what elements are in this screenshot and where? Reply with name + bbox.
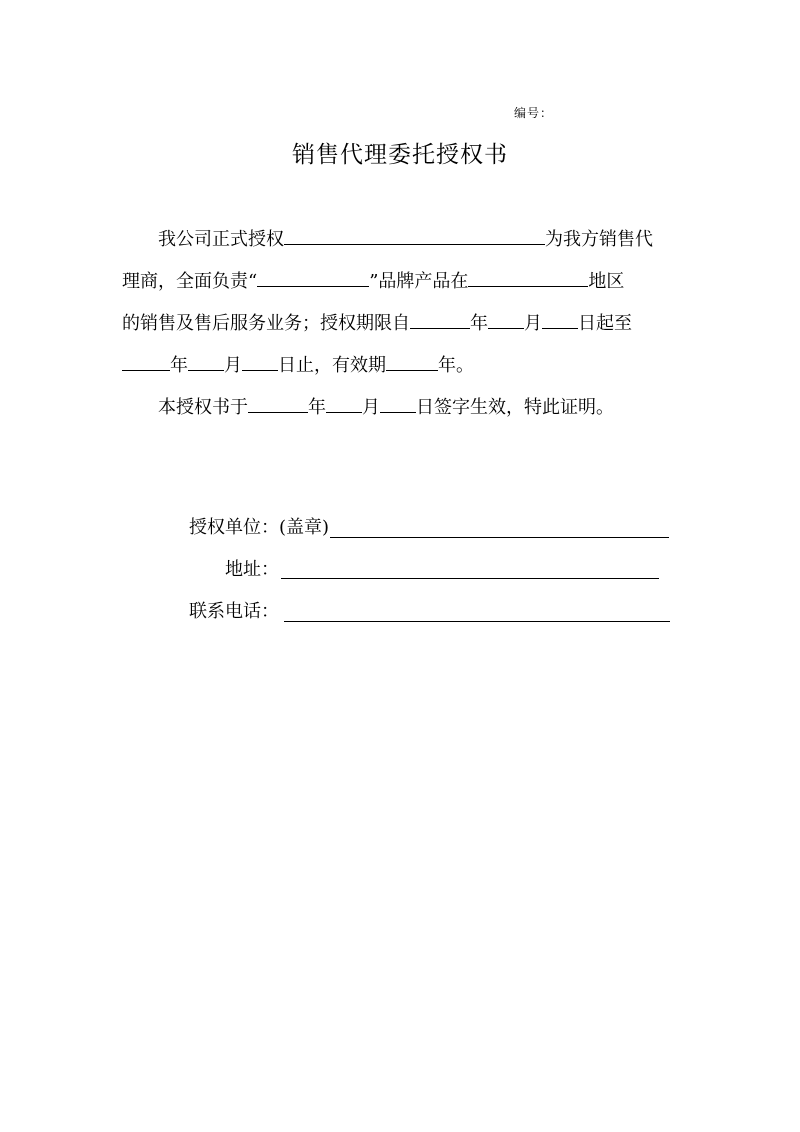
text-segment: 理商，全面负责“ [122,271,258,292]
text-segment: 为我方销售代 [545,229,653,250]
paragraph-1-line-2 [122,266,624,290]
paragraph-1-line-4 [122,350,474,374]
text-segment: 年。 [438,355,474,376]
text-segment: 日签字生效，特此证明。 [416,397,614,418]
region-blank[interactable] [468,266,588,287]
start-day-blank[interactable] [542,308,578,329]
paragraph-2 [158,392,614,416]
end-year-blank[interactable] [122,350,170,371]
text-segment: 月 [224,355,242,376]
text-segment: 年 [308,397,326,418]
sign-day-blank[interactable] [380,392,416,413]
sign-year-blank[interactable] [248,392,308,413]
text-segment: 的销售及售后服务业务；授权期限自 [122,313,410,334]
sign-month-blank[interactable] [326,392,362,413]
start-month-blank[interactable] [488,308,524,329]
text-segment: 地区 [588,271,625,292]
validity-years-blank[interactable] [386,350,438,371]
serial-number-label: 编号： [514,106,554,120]
phone-label: 联系电话： [189,601,279,622]
text-segment: 本授权书于 [158,397,248,418]
text-segment: 年 [170,355,188,376]
text-segment: 我公司正式授权 [158,229,284,250]
start-year-blank[interactable] [410,308,470,329]
address-label: 地址： [225,559,279,580]
text-segment: 月 [362,397,380,418]
paragraph-1-line-3 [122,308,632,332]
text-segment: 年 [470,313,488,334]
text-segment: 日起至 [578,313,632,334]
authorizing-unit-line[interactable] [330,537,669,538]
text-segment: 月 [524,313,542,334]
end-month-blank[interactable] [188,350,224,371]
authorizing-unit-label: 授权单位：(盖章) [189,517,330,538]
text-segment: 日止，有效期 [278,355,386,376]
brand-blank[interactable] [257,266,369,287]
phone-line[interactable] [284,621,670,622]
address-line[interactable] [281,578,659,579]
text-segment: ”品牌产品在 [369,271,469,292]
end-day-blank[interactable] [242,350,278,371]
document-title: 销售代理委托授权书 [292,142,508,168]
authorized-party-blank[interactable] [284,224,545,245]
paragraph-1-line-1 [158,224,653,248]
